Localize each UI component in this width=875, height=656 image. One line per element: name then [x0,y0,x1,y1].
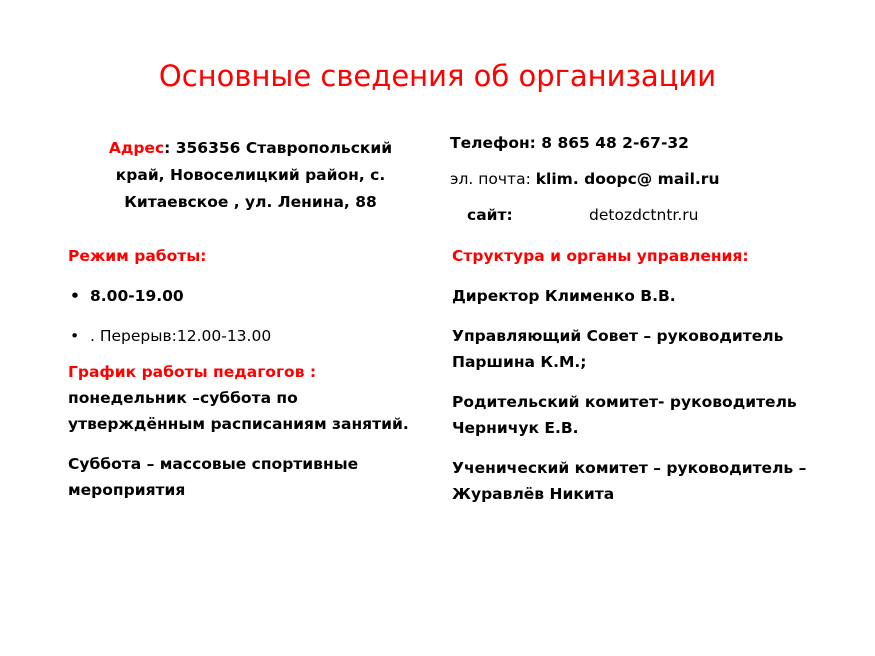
phone-text: Телефон: 8 865 48 2-67-32 [450,134,689,152]
bullet-icon: • [70,327,80,345]
address-line-2: край, Новоселицкий район, с. [115,166,386,184]
bullet-icon: • [70,287,80,305]
address-line-1 [78,135,423,162]
structure-block [452,243,832,507]
parents-committee-text: Родительский комитет- руководитель Черничук Е.В. [452,393,797,437]
students-committee-text: Ученический комитет – руководитель – Журавлёв Никита [452,459,807,503]
schedule-block [68,243,428,503]
address-line-3: Китаевское , ул. Ленина, 88 [124,193,377,211]
break-text: . Перерыв:12.00-13.00 [90,327,272,345]
page-title: Основные сведения об организации [158,59,717,93]
email-value: klim. doopc@ mail.ru [535,170,720,188]
address-block [78,135,423,216]
structure-heading: Структура и органы управления: [452,247,749,265]
address-label: Адрес [108,139,165,157]
email-row [450,161,850,197]
director-text: Директор Клименко В.В. [452,287,676,305]
site-value: detozdctntr.ru [589,206,699,224]
site-label: сайт: [467,206,513,224]
teachers-heading: График работы педагогов : [68,363,317,381]
teachers-text: понедельник –суббота по утверждённым расписаниям занятий. [68,389,409,433]
hours-text: 8.00-19.00 [90,287,184,305]
schedule-heading: Режим работы: [68,247,207,265]
site-row [450,197,850,233]
saturday-text: Суббота – массовые спортивные мероприятия [68,455,359,499]
address-line-1-text: : 356356 Ставропольский [164,139,393,157]
council-text: Управляющий Совет – руководитель Паршина К.М.; [452,327,784,371]
email-label: эл. почта: [450,170,531,188]
break-item [68,323,428,349]
hours-item [68,283,428,309]
contacts-block [450,125,850,233]
